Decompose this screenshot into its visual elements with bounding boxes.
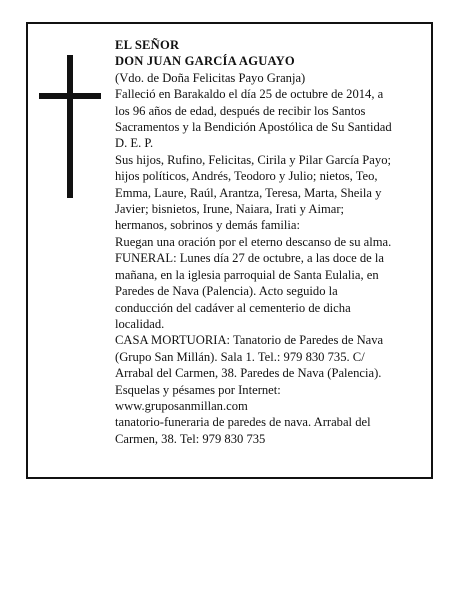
- cross-icon: [67, 55, 73, 198]
- death-info-line: Falleció en Barakaldo el día 25 de octubre de 2014, a: [115, 87, 384, 102]
- mortuary-line: CASA MORTUORIA: Tanatorio de Paredes de Nava: [115, 333, 384, 348]
- deceased-name: DON JUAN GARCÍA AGUAYO: [115, 54, 295, 69]
- obituary-text: [115, 37, 420, 447]
- funeral-line: mañana, en la iglesia parroquial de Santa Eulalia, en: [115, 267, 379, 282]
- family-line: hermanos, sobrinos y demás familia:: [115, 218, 301, 233]
- funeral-home-line: tanatorio-funeraria de paredes de nava. Arrabal del: [115, 415, 371, 430]
- family-line: hijos políticos, Andrés, Teodoro y Julio; nietos, Teo,: [115, 169, 378, 184]
- condolences-line: Esquelas y pésames por Internet:: [115, 382, 281, 397]
- mortuary-line: (Grupo San Millán). Sala 1. Tel.: 979 830 735. C/: [115, 349, 365, 364]
- death-info-line: los 96 años de edad, después de recibir los Santos: [115, 103, 366, 118]
- funeral-home-line: Carmen, 38. Tel: 979 830 735: [115, 431, 266, 446]
- widower-note: (Vdo. de Doña Felicitas Payo Granja): [115, 70, 306, 85]
- family-line: Javier; bisnietos, Irune, Naiara, Irati y Aimar;: [115, 202, 345, 217]
- funeral-line: FUNERAL: Lunes día 27 de octubre, a las doce de la: [115, 251, 384, 266]
- funeral-line: conducción del cadáver al cementerio de dicha: [115, 300, 351, 315]
- cross-icon-bar: [39, 93, 101, 99]
- funeral-line: localidad.: [115, 316, 165, 331]
- family-line: Sus hijos, Rufino, Felicitas, Cirila y Pilar García Payo;: [115, 152, 391, 167]
- family-line: Emma, Laure, Raúl, Arantza, Teresa, Marta, Sheila y: [115, 185, 382, 200]
- mortuary-line: Arrabal del Carmen, 38. Paredes de Nava (Palencia).: [115, 366, 382, 381]
- obituary-notice: [26, 22, 433, 479]
- prayer-line: Ruegan una oración por el eterno descanso de su alma.: [115, 234, 392, 249]
- heading-title: EL SEÑOR: [115, 38, 180, 52]
- death-info-line: Sacramentos y la Bendición Apostólica de Su Santidad: [115, 120, 392, 135]
- website-link: www.gruposanmillan.com: [115, 398, 248, 413]
- funeral-line: Paredes de Nava (Palencia). Acto seguido la: [115, 284, 338, 299]
- rip-line: D. E. P.: [115, 136, 154, 151]
